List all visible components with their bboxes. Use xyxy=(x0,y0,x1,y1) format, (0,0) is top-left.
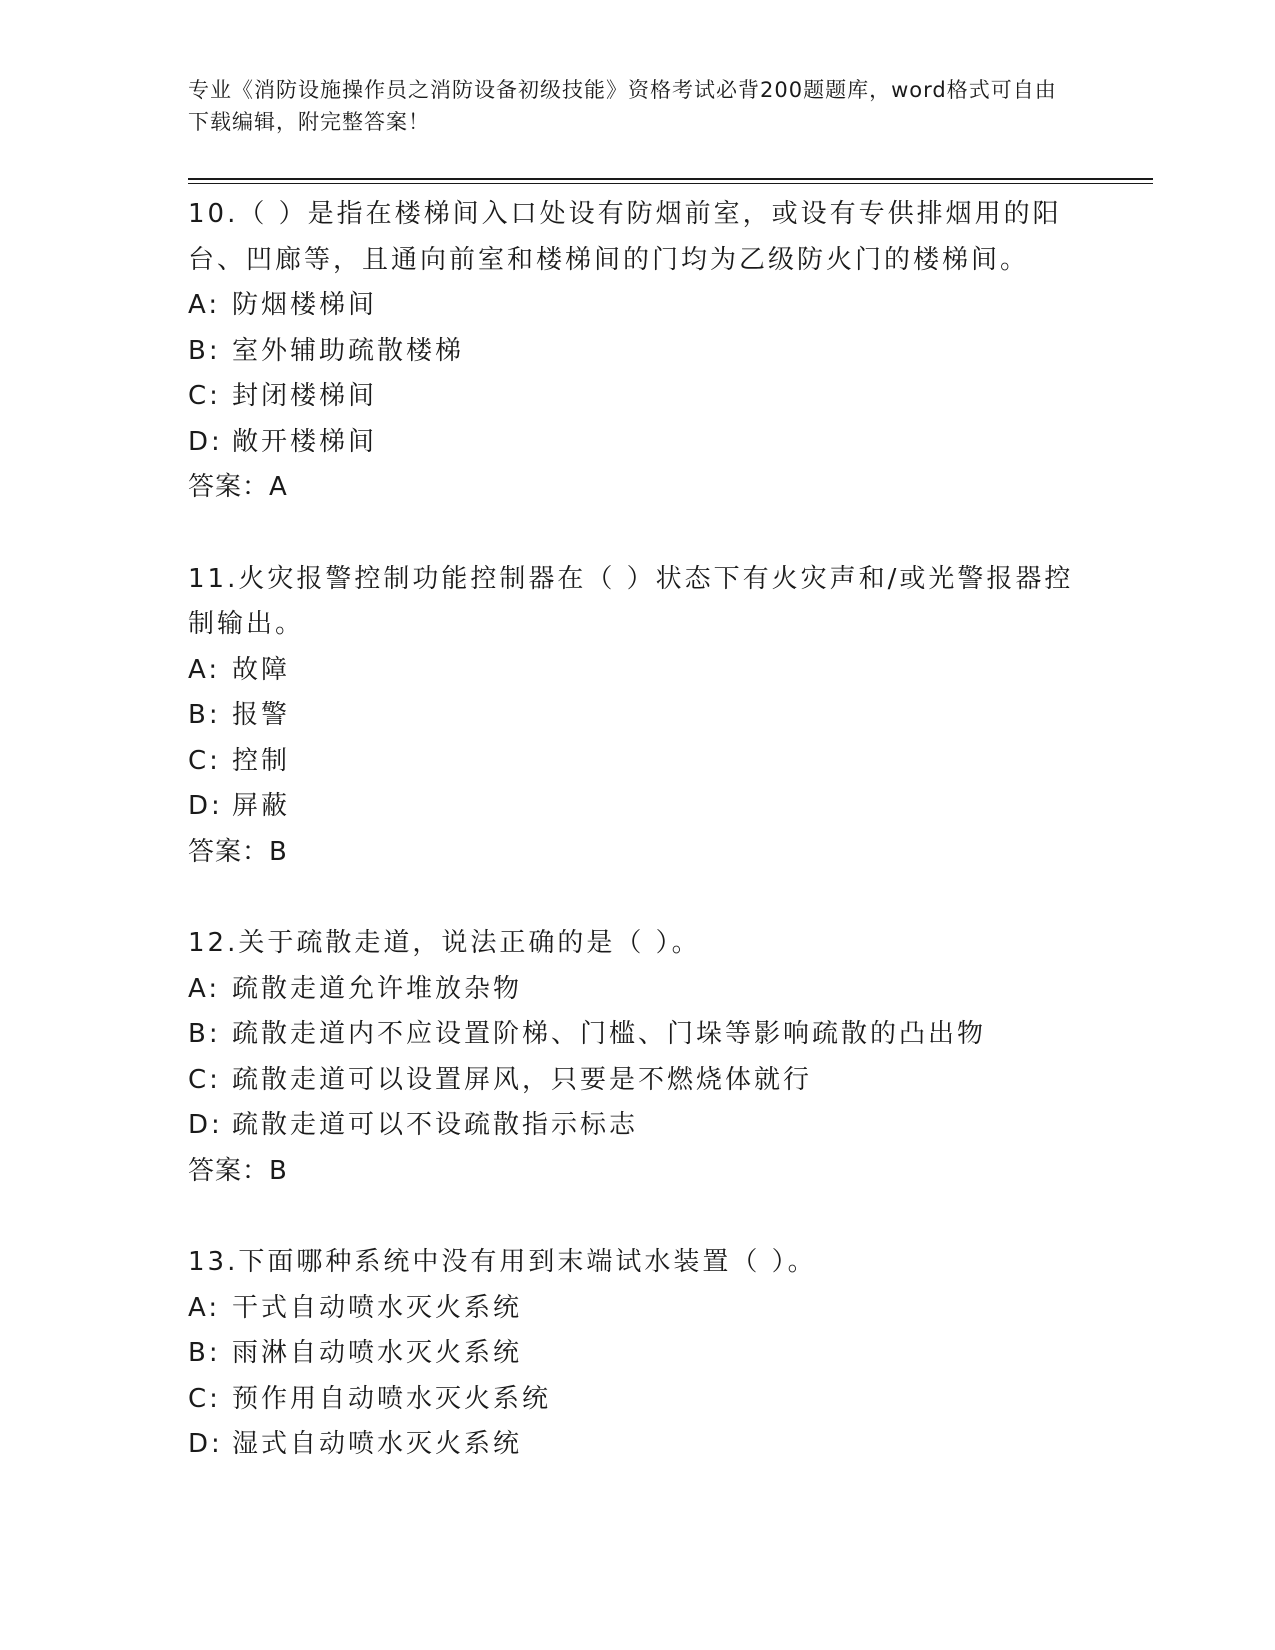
option-text: 预作用自动喷水灭火系统 xyxy=(232,1383,552,1414)
option-key: C: xyxy=(188,1383,221,1414)
option-c xyxy=(188,1377,1088,1423)
header-rule-thin xyxy=(188,183,1153,184)
option-c xyxy=(188,374,1088,420)
option-b xyxy=(188,1012,1088,1058)
option-key: B: xyxy=(188,335,221,366)
option-d xyxy=(188,1103,1088,1149)
option-key: D: xyxy=(188,1110,223,1140)
option-key: B: xyxy=(188,1019,221,1049)
question-spacer xyxy=(188,1194,1088,1240)
option-text: 故障 xyxy=(232,654,291,685)
option-text: 报警 xyxy=(232,700,291,730)
question-list xyxy=(188,192,1088,1468)
option-b xyxy=(188,1331,1088,1377)
option-d xyxy=(188,420,1088,466)
option-text: 敞开楼梯间 xyxy=(232,426,378,457)
option-key: C: xyxy=(188,745,221,776)
option-key: D: xyxy=(188,791,223,821)
option-text: 封闭楼梯间 xyxy=(232,381,378,411)
question-stem: 11.火灾报警控制功能控制器在（ ）状态下有火灾声和/或光警报器控制输出。 xyxy=(188,563,1074,639)
option-key: A: xyxy=(188,973,221,1004)
question-stem: 12.关于疏散走道，说法正确的是（ ）。 xyxy=(188,928,701,958)
option-text: 疏散走道可以不设疏散指示标志 xyxy=(232,1110,639,1140)
option-text: 疏散走道允许堆放杂物 xyxy=(232,973,523,1004)
option-key: A: xyxy=(188,654,221,685)
option-b xyxy=(188,329,1088,375)
option-key: D: xyxy=(188,426,223,457)
option-c xyxy=(188,739,1088,785)
option-text: 雨淋自动喷水灭火系统 xyxy=(232,1338,523,1368)
answer-line: 答案：B xyxy=(188,1155,288,1186)
header-rule-thick xyxy=(188,178,1153,180)
option-key: B: xyxy=(188,1338,221,1368)
option-text: 屏蔽 xyxy=(232,791,291,821)
option-key: C: xyxy=(188,381,221,411)
question-10 xyxy=(188,192,1088,511)
option-text: 干式自动喷水灭火系统 xyxy=(232,1292,523,1323)
question-12 xyxy=(188,921,1088,1194)
option-d xyxy=(188,1422,1088,1468)
question-spacer xyxy=(188,875,1088,921)
option-key: C: xyxy=(188,1064,221,1095)
option-text: 疏散走道内不应设置阶梯、门槛、门垛等影响疏散的凸出物 xyxy=(232,1019,987,1049)
answer-line: 答案：A xyxy=(188,472,288,502)
option-text: 疏散走道可以设置屏风，只要是不燃烧体就行 xyxy=(232,1064,813,1095)
option-a xyxy=(188,967,1088,1013)
option-key: A: xyxy=(188,290,221,320)
option-key: B: xyxy=(188,700,221,730)
option-text: 室外辅助疏散楼梯 xyxy=(232,335,465,366)
option-text: 湿式自动喷水灭火系统 xyxy=(232,1429,523,1459)
question-spacer xyxy=(188,511,1088,557)
option-key: D: xyxy=(188,1429,223,1459)
header-title: 专业《消防设施操作员之消防设备初级技能》资格考试必背200题题库，word格式可自由下载编辑，附完整答案！ xyxy=(188,78,1057,134)
option-d xyxy=(188,784,1088,830)
question-stem: 10.（ ）是指在楼梯间入口处设有防烟前室，或设有专供排烟用的阳台、凹廊等，且通向前室和楼梯间的门均为乙级防火门的楼梯间。 xyxy=(188,199,1062,275)
document-header xyxy=(188,74,1068,138)
option-key: A: xyxy=(188,1292,221,1323)
question-13 xyxy=(188,1240,1088,1468)
option-b xyxy=(188,693,1088,739)
answer-line: 答案：B xyxy=(188,836,288,867)
option-text: 控制 xyxy=(232,745,291,776)
option-a xyxy=(188,283,1088,329)
option-a xyxy=(188,1286,1088,1332)
question-stem: 13.下面哪种系统中没有用到末端试水装置（ ）。 xyxy=(188,1247,817,1277)
option-a xyxy=(188,648,1088,694)
question-11 xyxy=(188,557,1088,876)
option-c xyxy=(188,1058,1088,1104)
option-text: 防烟楼梯间 xyxy=(232,290,378,320)
